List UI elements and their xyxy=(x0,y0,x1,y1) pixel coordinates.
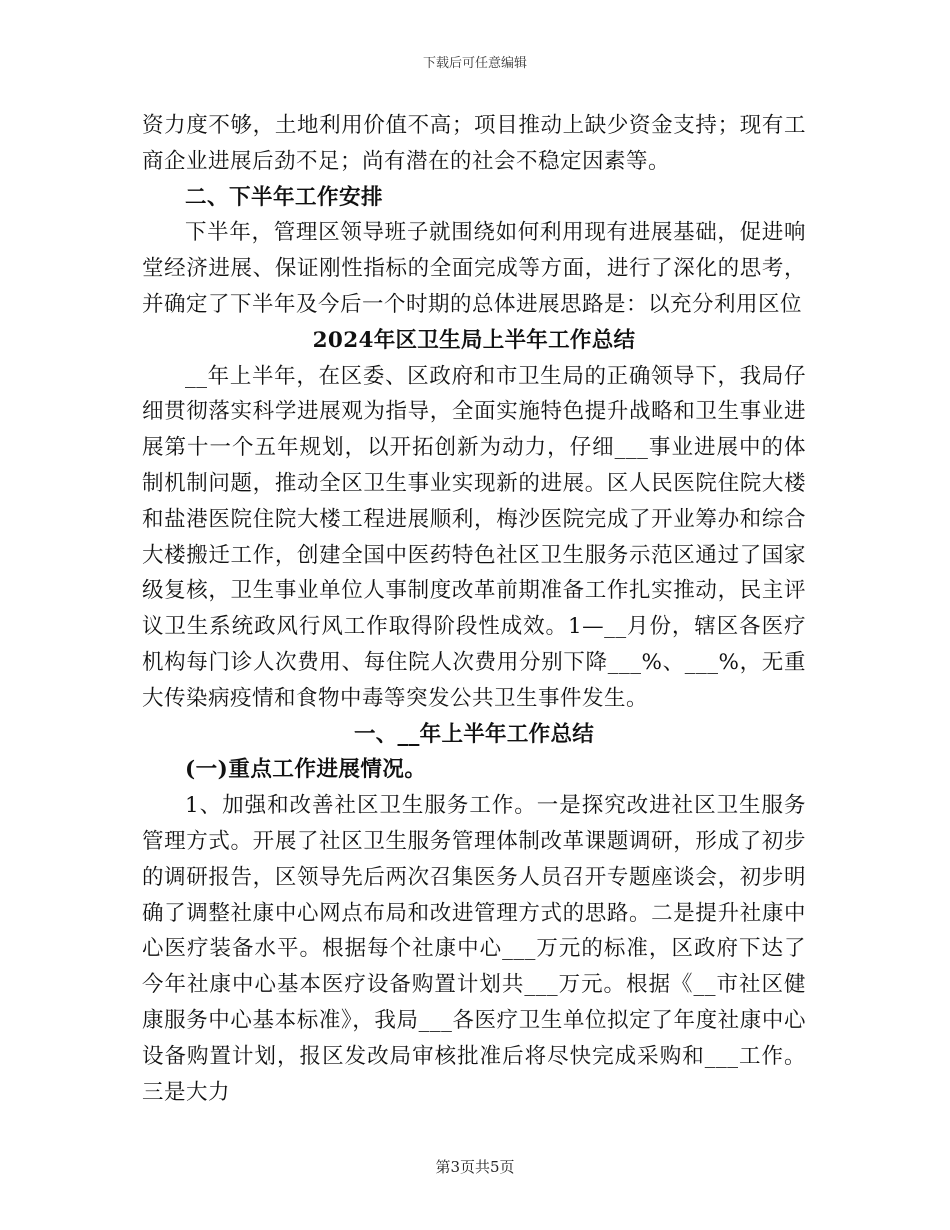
paragraph-continued: 资力度不够，土地利用价值不高；项目推动上缺少资金支持；现有工商企业进展后劲不足；尚有潜在的社会不稳定因素等。 xyxy=(142,113,806,174)
paragraph-summary-intro: __年上半年，在区委、区政府和市卫生局的正确领导下，我局仔细贯彻落实科学进展观为指导，全面实施特色提升战略和卫生事业进展第十一个五年规划，以开拓创新为动力，仔细___事业进展中的体制机制问题，推动全区卫生事业实现新的进展。区人民医院住院大楼和盐港医院住院大楼工程进展顺利，梅沙医院完成了开业筹办和综合大楼搬迁工作，创建全国中医药特色社区卫生服务示范区通过了国家级复核，卫生事业单位人事制度改革前期准备工作扎实推动，民主评议卫生系统政风行风工作取得阶段性成效。1—__月份，辖区各医疗机构每门诊人次费用、每住院人次费用分别下降___%、___%，无重大传染病疫情和食物中毒等突发公共卫生事件发生。 xyxy=(142,363,806,711)
page-header: 下载后可任意编辑 xyxy=(422,56,527,71)
section-heading-second-half-plan: 二、下半年工作安排 xyxy=(185,184,384,210)
document-body xyxy=(142,108,806,1110)
document-title: 2024年区卫生局上半年工作总结 xyxy=(312,327,636,353)
paragraph-community-health: 1、加强和改善社区卫生服务工作。一是探究改进社区卫生服务管理方式。开展了社区卫生服务管理体制改革课题调研，形成了初步的调研报告，区领导先后两次召集医务人员召开专题座谈会，初步明确了调整社康中心网点布局和改进管理方式的思路。二是提升社康中心医疗装备水平。根据每个社康中心___万元的标准，区政府下达了今年社康中心基本医疗设备购置计划共___万元。根据《__市社区健康服务中心基本标准》，我局___各医疗卫生单位拟定了年度社康中心设备购置计划，报区发改局审核批准后将尽快完成采购和___工作。三是大力 xyxy=(142,793,806,1105)
paragraph-second-half-plan: 下半年，管理区领导班子就围绕如何利用现有进展基础，促进响堂经济进展、保证刚性指标的全面完成等方面，进行了深化的思考，并确定了下半年及今后一个时期的总体进展思路是：以充分利用区位 xyxy=(142,220,806,317)
subsection-heading-key-work: (一)重点工作进展情况。 xyxy=(185,757,427,783)
section-heading-first-half-summary: 一、__年上半年工作总结 xyxy=(353,721,595,747)
page-number: 第3页共5页 xyxy=(435,1158,515,1176)
